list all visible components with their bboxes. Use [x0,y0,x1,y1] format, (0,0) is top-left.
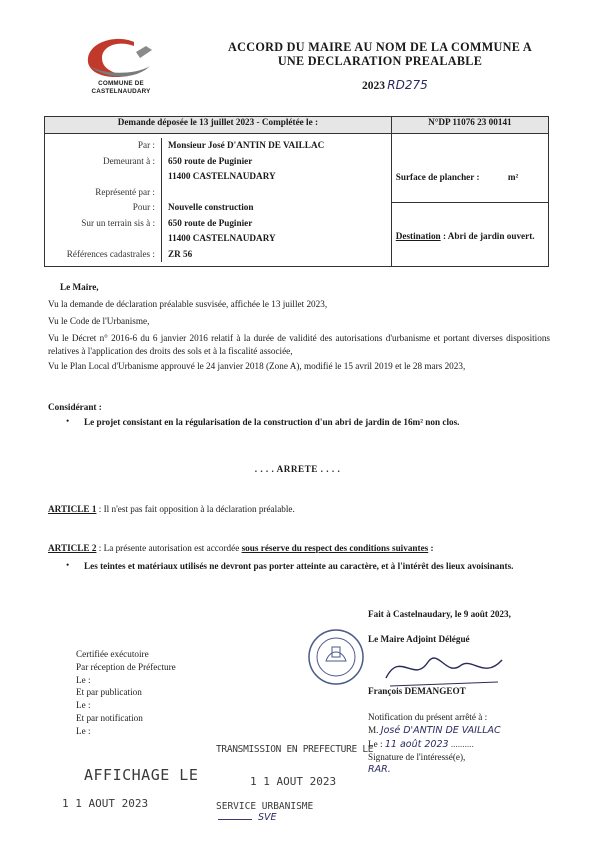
transmission-stamp: TRANSMISSION EN PREFECTURE LE [216,744,374,755]
bullet-icon: • [66,416,70,426]
signatory-role: Le Maire Adjoint Délégué [368,634,470,644]
arrete-heading: . . . . ARRETE . . . . [254,464,341,474]
terrain-line1: 650 route de Puginier [168,217,253,228]
notif-rar: RAR. [368,764,391,776]
title-line1: ACCORD DU MAIRE AU NOM DE LA COMMUNE A [228,40,532,54]
destination-label: Destination [395,231,441,241]
pour-label: Pour : [132,202,155,212]
terrain-line2: 11400 CASTELNAUDARY [168,233,276,243]
official-seal-stamp [306,627,366,687]
notif-m-hand: José D'ANTIN DE VAILLAC [380,724,501,736]
notif-date: Le : 11 août 2023 .......... [368,738,474,750]
request-info-box [44,116,549,267]
service-hand: SVE [258,812,277,823]
article-2-item: Les teintes et matériaux utilisés ne devront pas porter atteinte au caractère, et à l'intérêt des lieux avoisinants. [84,561,514,571]
pour-value: Nouvelle construction [168,202,254,212]
vu-decret: Vu le Décret n° 2016-6 du 6 janvier 2016 relatif à la durée de validité des autorisations d'urbanisme et portant diverses dispositions relatives à l'application des droits des sols et à la fiscalité associée, [48,333,550,356]
demeurant-line2: 11400 CASTELNAUDARY [168,171,276,181]
deposit-date: Demande déposée le 13 juillet 2023 - Complétée le : [45,117,392,134]
article-1-label: ARTICLE 1 [48,504,97,514]
article-2-end: : [428,543,434,553]
cert-line1: Certifiée exécutoire [76,649,149,659]
demeurant-line1: 650 route de Puginier [168,155,253,166]
article-2-label: ARTICLE 2 [48,543,97,553]
cert-line5: Le : [76,700,91,711]
represente-label: Représenté par : [95,186,155,197]
cert-line6: Et par notification [76,712,143,723]
page-title [210,40,550,68]
vu-demande: Vu la demande de déclaration préalable susvisée, affichée le 13 juillet 2023, [48,299,328,309]
surface-field [396,172,519,182]
bullet-icon: • [66,560,70,570]
demeurant-label: Demeurant à : [102,155,155,166]
surface-label: Surface de plancher : [395,172,480,182]
vu-plu: Vu le Plan Local d'Urbanisme approuvé le 24 janvier 2018 (Zone A), modifié le 15 avril 2019 et le 28 mars 2023, [48,361,466,371]
notif-le-label: Le : [368,738,383,749]
ref-printed: 2023 [362,80,385,92]
notif-le-hand: 11 août 2023 [384,738,449,750]
notif-signature-label: Signature de l'intéressé(e), [368,752,466,763]
article-1-text: : Il n'est pas fait opposition à la déclaration préalable. [96,504,295,514]
commune-logo-icon [76,36,166,82]
article-2-reserve: sous réserve du respect des conditions suivantes [241,543,429,553]
handwritten-signature [380,640,510,692]
par-label: Par : [137,140,155,150]
service-urbanisme-stamp: SERVICE URBANISME [216,801,314,812]
commune-logo [76,36,166,98]
dp-number: N°DP 11076 23 00141 [391,117,548,134]
cert-line3: Le : [76,674,91,685]
certification-block [76,648,176,738]
destination-field [392,203,548,242]
notification-block [368,711,548,777]
surface-unit: m² [507,172,519,182]
ref-handwritten: RD275 [387,78,428,92]
considerant-item: Le projet consistant en la régularisation de la construction d'un abri de jardin de 16m² non clos. [84,417,460,427]
cadastre-value: ZR 56 [168,248,193,259]
title-line2: UNE DECLARATION PREALABLE [277,54,483,68]
transmission-date-stamp: 1 1 AOUT 2023 [250,775,337,788]
par-value: Monsieur José D'ANTIN DE VAILLAC [168,140,325,150]
cert-line7: Le : [76,725,91,736]
maire-heading: Le Maire, [60,282,99,292]
terrain-label: Sur un terrain sis à : [81,217,155,228]
cert-line2: Par réception de Préfecture [76,661,176,672]
decision-ref [362,78,428,92]
notif-m-label: M. [368,724,379,735]
affichage-stamp: AFFICHAGE LE [84,766,199,784]
notif-recipient [368,724,548,738]
signatory-name: François DEMANGEOT [368,686,466,696]
fait-a: Fait à Castelnaudary, le 9 août 2023, [368,609,511,619]
vu-code-urbanisme: Vu le Code de l'Urbanisme, [48,316,150,326]
article-2-text: : La présente autorisation est accordée [96,543,242,553]
cadastre-label: Références cadastrales : [66,248,155,259]
notif-line1: Notification du présent arrêté à : [368,712,488,722]
affichage-date-stamp: 1 1 AOUT 2023 [62,797,149,810]
article-1 [48,504,295,514]
logo-line2: CASTELNAUDARY [91,88,151,95]
service-hand-line [218,812,277,823]
destination-value: : Abri de jardin ouvert. [440,231,535,241]
considerant-heading: Considérant : [48,402,102,412]
logo-line1: COMMUNE DE [98,80,144,87]
cert-line4: Et par publication [76,687,142,698]
article-2 [48,543,550,553]
